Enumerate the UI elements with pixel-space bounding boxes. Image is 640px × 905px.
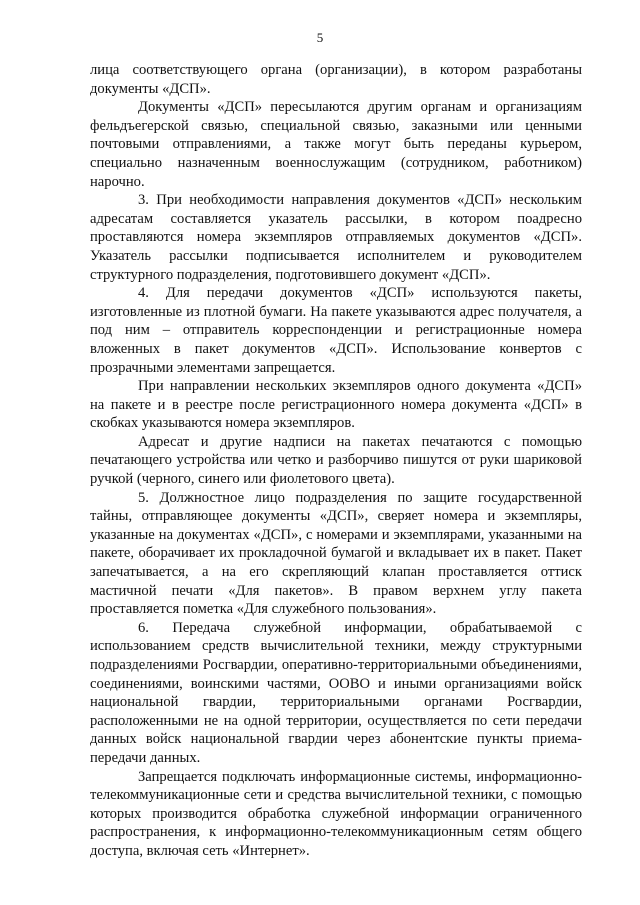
page-number: 5 (316, 30, 324, 45)
paragraph-addressee: Адресат и другие надписи на пакетах печатаются с помощью печатающего устройства или четко и разборчиво пишутся от руки шариковой ручкой (черного, синего или фиолетового цвета). (90, 433, 582, 488)
paragraph-dsp-forwarding: Документы «ДСП» пересылаются другим органам и организациям фельдъегерской связью, специальной связью, заказными или ценными почтовыми отправлениями, а также могут быть переданы курьером, специально назначенным военнослужащим (сотрудником, работником) нарочно. (90, 99, 582, 190)
paragraph-prohibition: Запрещается подключать информационные системы, информационно-телекоммуникационные сети и средства вычислительной техники, с помощью которых производится обработка служебной информации ограниченного распространения, к информационно-телекоммуникационным сетям общего доступа, включая сеть «Интернет». (90, 768, 582, 859)
paragraph-item-5: 5. Должностное лицо подразделения по защите государственной тайны, отправляющее документы «ДСП», сверяет номера и экземпляры, указанные на документах «ДСП», с номерами и экземплярами, указанными на пакете, оборачивает их прокладочной бумагой и вкладывает их в пакет. Пакет запечатывается, а на его скрепляющий клапан проставляется оттиск мастичной печати «Для пакетов». В правом верхнем углу пакета проставляется пометка «Для служебного пользования». (90, 489, 582, 618)
paragraph-item-3: 3. При необходимости направления документов «ДСП» нескольким адресатам составляется указатель рассылки, в котором поадресно проставляются номера экземпляров отправляемых документов «ДСП». Указатель рассылки подписывается исполнителем и руководителем структурного подразделения, подготовившего документ «ДСП». (90, 192, 582, 283)
paragraph-item-4: 4. Для передачи документов «ДСП» используются пакеты, изготовленные из плотной бумаги. На пакете указываются адрес получателя, а под ним – отправитель корреспонденции и регистрационные номера вложенных в пакет документов «ДСП». Использование конвертов с прозрачными элементами запрещается. (90, 285, 582, 376)
paragraph-item-6: 6. Передача служебной информации, обрабатываемой с использованием средств вычислительной техники, между структурными подразделениями Росгвардии, оперативно-территориальными объединениями, соединениями, воинскими частями, ООВО и иными организациями войск национальной гвардии, территориальными органами Росгвардии, расположенными не на одной территории, осуществляется по сети передачи данных войск национальной гвардии через абонентские пункты приема-передачи данных. (90, 619, 582, 766)
document-body (90, 61, 582, 861)
paragraph-continuation: лица соответствующего органа (организации), в котором разработаны документы «ДСП». (90, 62, 582, 97)
paragraph-multiple-copies: При направлении нескольких экземпляров одного документа «ДСП» на пакете и в реестре после регистрационного номера документа «ДСП» в скобках указываются номера экземпляров. (90, 378, 582, 432)
